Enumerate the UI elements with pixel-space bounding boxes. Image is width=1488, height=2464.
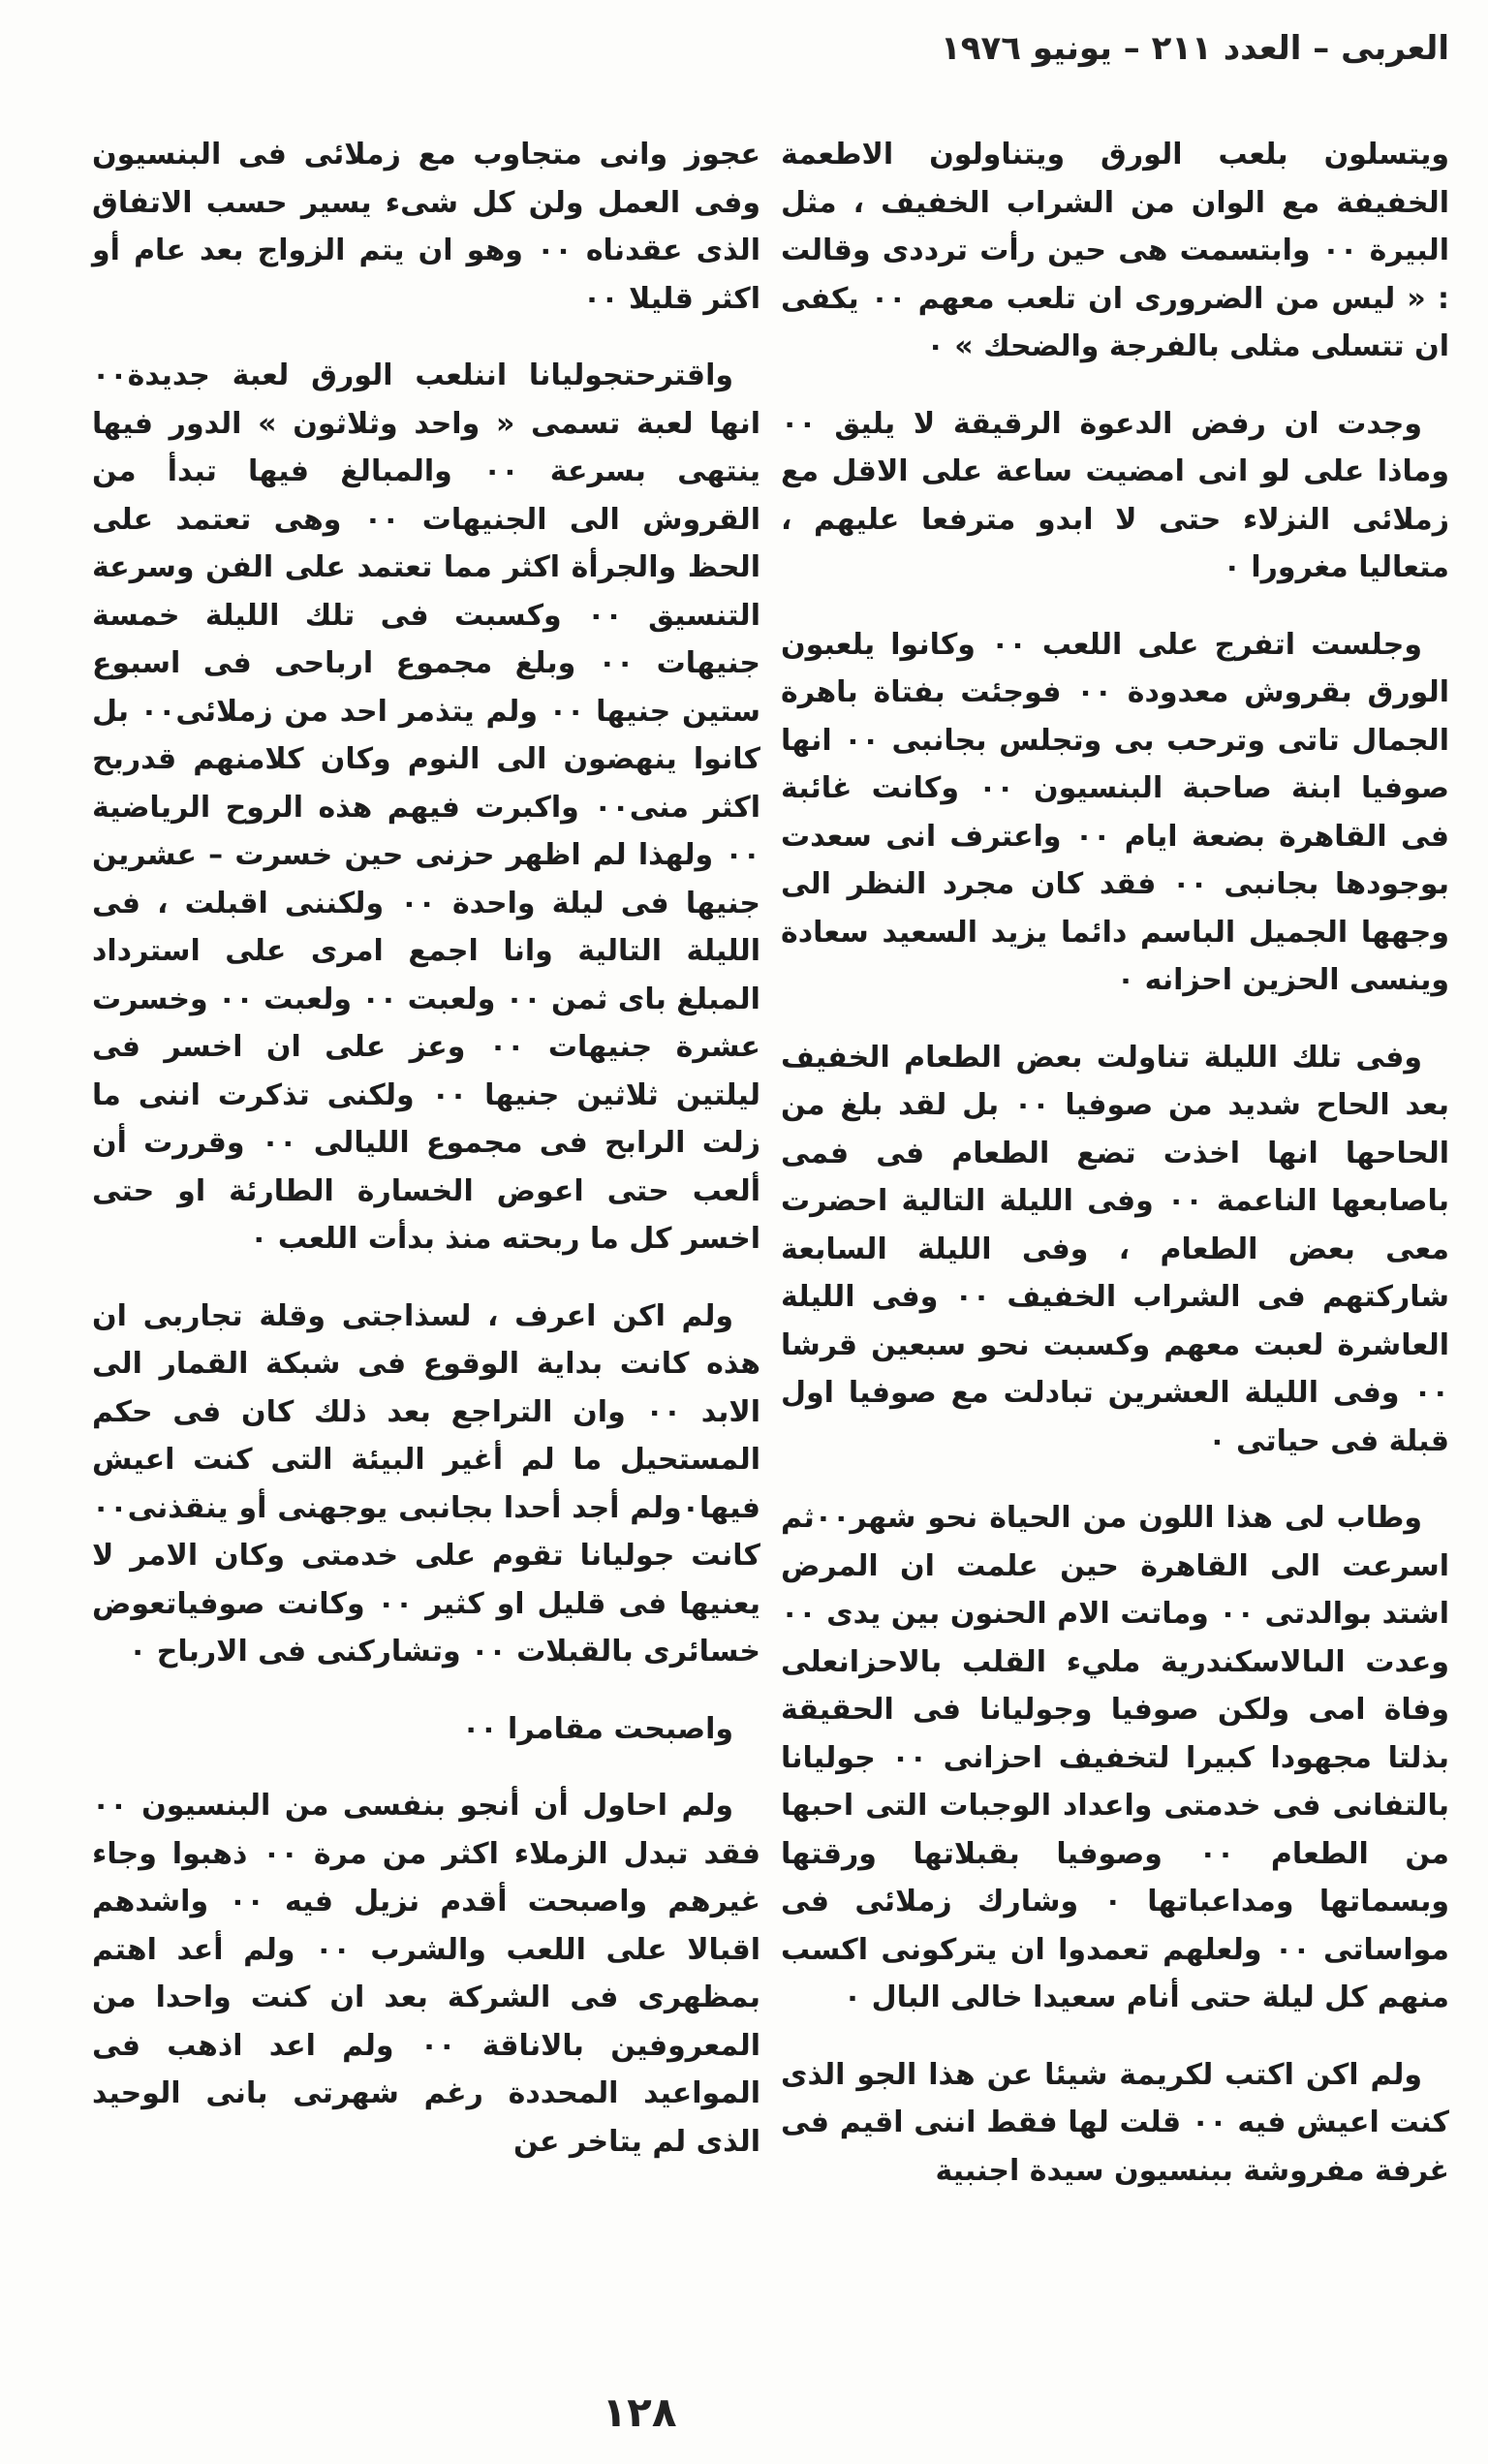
paragraph: وجلست اتفرج على اللعب ٠٠ وكانوا يلعبون الورق بقروش معدودة ٠٠ فوجئت بفتاة باهرة الجمال تاتى وترحب بى وتجلس بجانبى ٠٠ انها صوفيا ابنة صاحبة البنسيون ٠٠ وكانت غائبة فى القاهرة بضعة ايام ٠٠ واعترف انى سعدت بوجودها بجانبى ٠٠ فقد كان مجرد النظر الى وجهها الجميل الباسم دائما يزيد السعيد سعادة وينسى الحزين احزانه ٠: [781, 627, 1450, 997]
paragraph: عجوز وانى متجاوب مع زملائى فى البنسيون وفى العمل ولن كل شىء يسير حسب الاتفاق الذى عقدناه ٠٠ وهو ان يتم الزواج بعد عام أو اكثر قليلا ٠٠: [92, 138, 760, 316]
right-column: [781, 131, 1449, 2224]
paragraph: ولم احاول أن أنجو بنفسى من البنسيون ٠٠ فقد تبدل الزملاء اكثر من مرة ٠٠ ذهبوا وجاء غيرهم واصبحت أقدم نزيل فيه ٠٠ واشدهم اقبالا على اللعب والشرب ٠٠ ولم أعد اهتم بمظهرى فى الشركة بعد ان كنت واحدا من المعروفين بالاناقة ٠٠ ولم اعد اذهب فى المواعيد المحددة رغم شهرتى بانى الوحيد الذى لم يتاخر عن: [92, 1789, 761, 2159]
running-header: العربى – العدد ٢١١ – يونيو ١٩٧٦: [941, 29, 1449, 68]
page-number: ١٢٨: [602, 2388, 677, 2436]
paragraph: ولم اكن اعرف ، لسذاجتى وقلة تجاربى ان هذه كانت بداية الوقوع فى شبكة القمار الى الابد ٠٠ وان التراجع بعد ذلك كان فى حكم المستحيل ما لم أغير البيئة التى كنت اعيش فيها٠ولم أجد أحدا بجانبى يوجهنى أو ينقذنى٠٠ كانت جوليانا تقوم على خدمتى وكان الامر لا يعنيها فى قليل او كثير ٠٠ وكانت صوفياتعوض خسائرى بالقبلات ٠٠ وتشاركنى فى الارباح ٠: [92, 1298, 760, 1669]
left-column: [92, 131, 760, 2195]
paragraph: ويتسلون بلعب الورق ويتناولون الاطعمة الخفيفة مع الوان من الشراب الخفيف ، مثل البيرة ٠٠ وابتسمت هى حين رأت ترددى وقالت : « ليس من الضرورى ان تلعب معهم ٠٠ يكفى ان تتسلى مثلى بالفرجة والضحك » ٠: [781, 138, 1450, 363]
paragraph: واصبحت مقامرا ٠٠: [461, 1711, 733, 1746]
paragraph: وجدت ان رفض الدعوة الرقيقة لا يليق ٠٠ وماذا على لو انى امضيت ساعة على الاقل مع زملائى النزلاء حتى لا ابدو مترفعا عليهم ، متعاليا مغرورا ٠: [781, 406, 1449, 584]
paragraph: وطاب لى هذا اللون من الحياة نحو شهر٠٠ثم اسرعت الى القاهرة حين علمت ان المرض اشتد بوالدتى ٠٠ وماتت الام الحنون بين يدى ٠٠ وعدت الىالاسكندرية مليء القلب بالاحزانعلى وفاة امى ولكن صوفيا وجوليانا فى الحقيقة بذلتا مجهودا كبيرا لتخفيف احزانى ٠٠ جوليانا بالتفانى فى خدمتى واعداد الوجبات التى احبها من الطعام ٠٠ وصوفيا بقبلاتها ورقتها وبسماتها ومداعباتها ٠ وشارك زملائى فى مواساتى ٠٠ ولعلهم تعمدوا ان يتركونى اكسب منهم كل ليلة حتى أنام سعيدا خالى البال ٠: [781, 1501, 1450, 2014]
paragraph: ولم اكن اكتب لكريمة شيئا عن هذا الجو الذى كنت اعيش فيه ٠٠ قلت لها فقط اننى اقيم فى غرفة مفروشة ببنسيون سيدة اجنبية: [781, 2057, 1449, 2188]
paragraph: واقترحتجوليانا اننلعب الورق لعبة جديدة٠٠ انها لعبة تسمى « واحد وثلاثون » الدور فيها ينتهى بسرعة ٠٠ والمبالغ فيها تبدأ من القروش الى الجنيهات ٠٠ وهى تعتمد على الحظ والجرأة اكثر مما تعتمد على الفن وسرعة التنسيق ٠٠ وكسبت فى تلك الليلة خمسة جنيهات ٠٠ وبلغ مجموع ارباحى فى اسبوع ستين جنيها ٠٠ ولم يتذمر احد من زملائى٠٠ بل كانوا ينهضون الى النوم وكان كلامنهم قدربح اكثر منى٠٠ واكبرت فيهم هذه الروح الرياضية ٠٠ ولهذا لم اظهر حزنى حين خسرت – عشرين جنيها فى ليلة واحدة ٠٠ ولكننى اقبلت ، فى الليلة التالية وانا اجمع امرى على استرداد المبلغ باى ثمن ٠٠ ولعبت ٠٠ ولعبت ٠٠ وخسرت عشرة جنيهات ٠٠ وعز على ان اخسر فى ليلتين ثلاثين جنيها ٠٠ ولكنى تذكرت اننى ما زلت الرابح فى مجموع الليالى ٠٠ وقررت أن ألعب حتى اعوض الخسارة الطارئة او حتى اخسر كل ما ربحته منذ بدأت اللعب ٠: [92, 359, 761, 1256]
paragraph: وفى تلك الليلة تناولت بعض الطعام الخفيف بعد الحاح شديد من صوفيا ٠٠ بل لقد بلغ من الحاحها انها اخذت تضع الطعام فى فمى باصابعها الناعمة ٠٠ وفى الليلة التالية احضرت معى بعض الطعام ، وفى الليلة السابعة شاركتهم فى الشراب الخفيف ٠٠ وفى الليلة العاشرة لعبت معهم وكسبت نحو سبعين قرشا ٠٠ وفى الليلة العشرين تبادلت مع صوفيا اول قبلة فى حياتى ٠: [781, 1040, 1450, 1458]
